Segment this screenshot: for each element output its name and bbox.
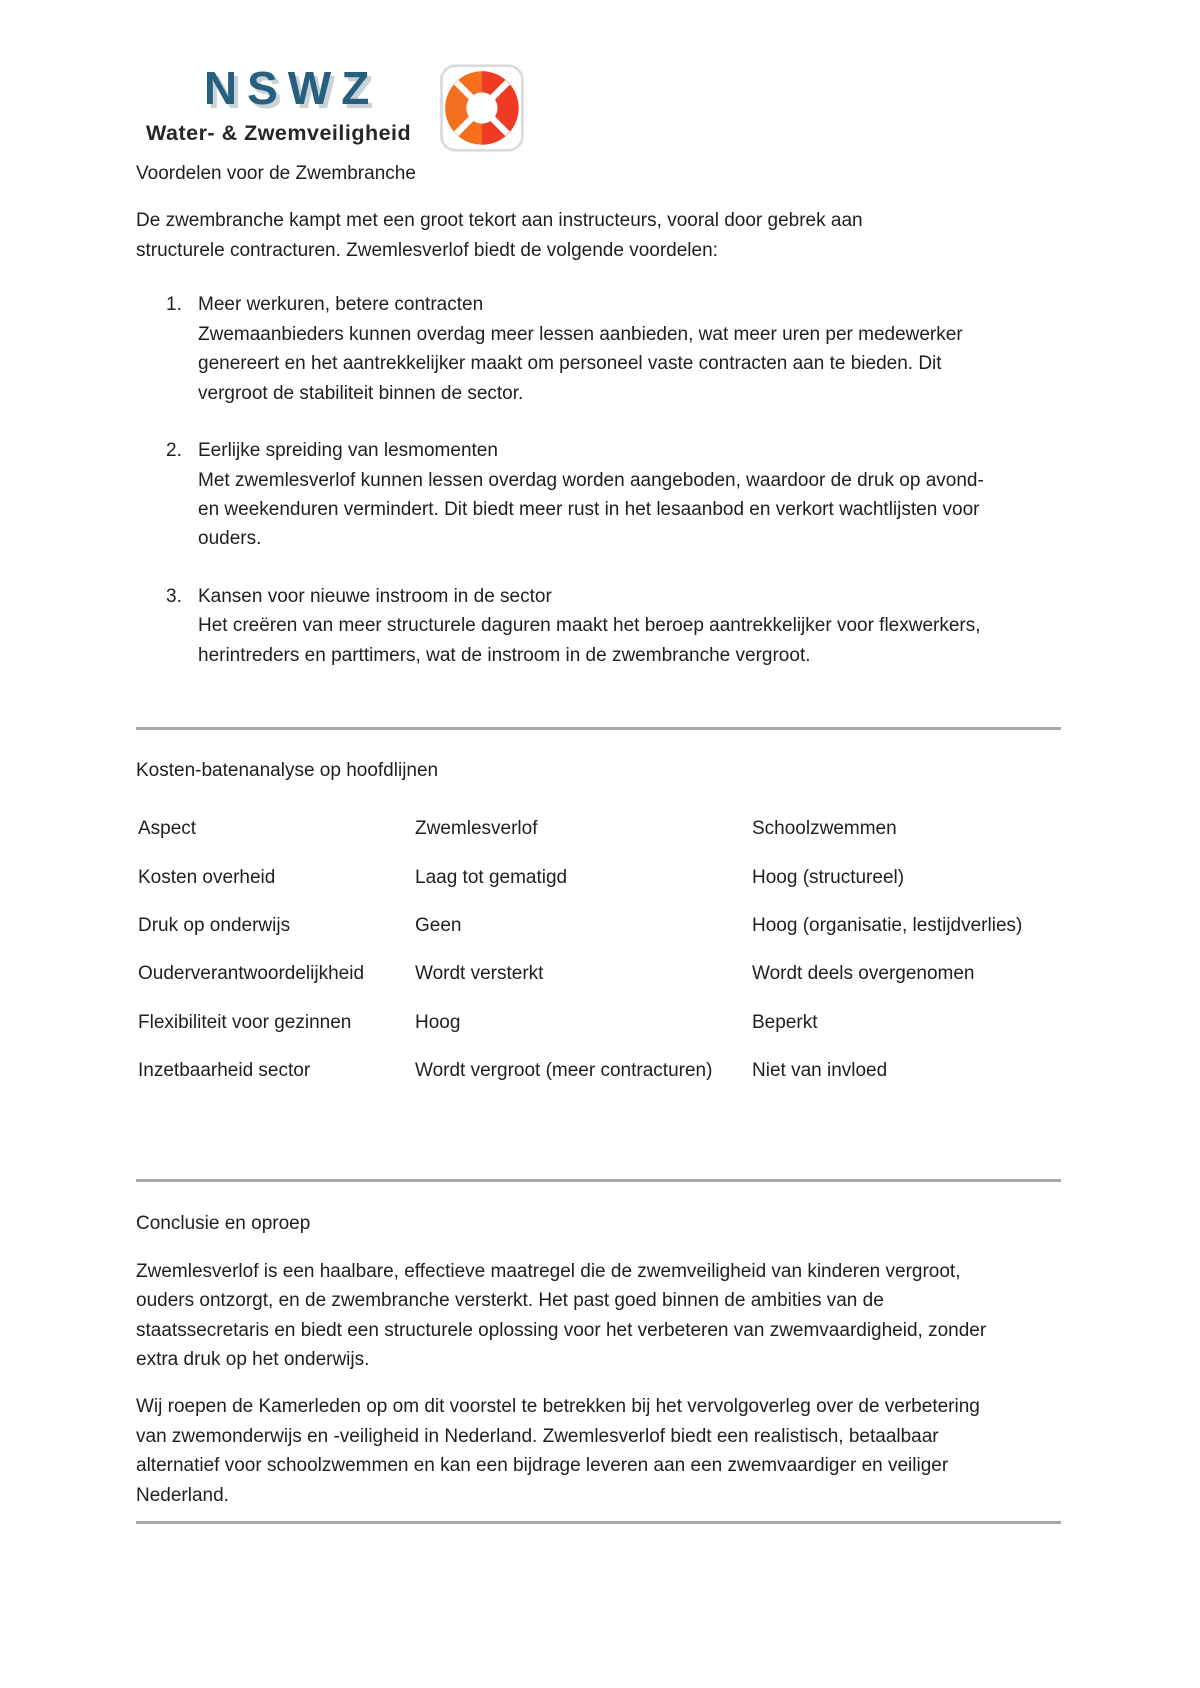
list-item-content bbox=[198, 436, 988, 554]
list-item bbox=[136, 290, 1061, 408]
table-header-row bbox=[136, 805, 1061, 853]
table-cell: Wordt versterkt bbox=[415, 963, 544, 985]
section-divider bbox=[136, 727, 1061, 730]
logo-wordmark bbox=[146, 63, 411, 150]
table-row bbox=[136, 853, 1061, 901]
section-divider bbox=[136, 1179, 1061, 1182]
table-cell: Kosten overheid bbox=[138, 866, 276, 888]
logo-acronym: NSWZ bbox=[203, 62, 380, 114]
intro-paragraph: De zwembranche kampt met een groot tekort aan instructeurs, vooral door gebrek aan structurele contracturen. Zwemlesverlof biedt de volgende voordelen: bbox=[136, 210, 863, 261]
list-item-number: 1. bbox=[166, 294, 182, 316]
table-cell: Laag tot gematigd bbox=[415, 866, 568, 888]
intro-heading: Voordelen voor de Zwembranche bbox=[136, 163, 416, 184]
list-item-content bbox=[198, 582, 988, 670]
table-cell: Hoog (organisatie, lestijdverlies) bbox=[752, 914, 1023, 936]
table-cell: Niet van invloed bbox=[752, 1060, 888, 1082]
section-divider bbox=[136, 1521, 1061, 1524]
table-cell: Ouderverantwoordelijkheid bbox=[138, 963, 365, 985]
table-row bbox=[136, 1047, 1061, 1095]
cost-benefit-table bbox=[136, 805, 1061, 1096]
table-header-schoolzwemmen: Schoolzwemmen bbox=[752, 818, 897, 840]
list-item-number: 2. bbox=[166, 440, 182, 462]
logo bbox=[146, 63, 1061, 153]
table-cell: Druk op onderwijs bbox=[138, 914, 291, 936]
list-item-body: Het creëren van meer structurele daguren maakt het beroep aantrekkelijker voor flexwerkers, herintreders en parttimers, wat de instroom in de zwembranche vergroot. bbox=[198, 615, 981, 666]
table-cell: Wordt deels overgenomen bbox=[752, 963, 975, 985]
conclusion-paragraph: Zwemlesverlof is een haalbare, effectieve maatregel die de zwemveiligheid van kinderen vergroot, ouders ontzorgt, en de zwembranche versterkt. Het past goed binnen de ambities van de staatssecretaris en biedt een structurele oplossing voor het verbeteren van zwemvaardigheid, zonder extra druk op het onderwijs. bbox=[136, 1260, 987, 1370]
document-page bbox=[136, 0, 1061, 1524]
list-item bbox=[136, 436, 1061, 554]
logo-tagline: Water- & Zwemveiligheid bbox=[146, 121, 412, 145]
table-row bbox=[136, 950, 1061, 998]
list-item-title: Kansen voor nieuwe instroom in de sector bbox=[198, 585, 552, 607]
table-cell: Inzetbaarheid sector bbox=[138, 1060, 311, 1082]
table-cell: Hoog bbox=[415, 1011, 461, 1033]
table-cell: Hoog (structureel) bbox=[752, 866, 905, 888]
list-item-number: 3. bbox=[166, 585, 182, 607]
list-item bbox=[136, 582, 1061, 670]
benefit-list bbox=[136, 290, 1061, 670]
table-cell: Flexibiliteit voor gezinnen bbox=[138, 1011, 352, 1033]
list-item-title: Meer werkuren, betere contracten bbox=[198, 294, 484, 316]
conclusion-heading: Conclusie en oproep bbox=[136, 1213, 311, 1235]
lifebuoy-icon bbox=[435, 63, 527, 153]
table-header-aspect: Aspect bbox=[138, 818, 197, 840]
table-row bbox=[136, 998, 1061, 1046]
analysis-heading: Kosten-batenanalyse op hoofdlijnen bbox=[136, 760, 439, 782]
table-cell: Geen bbox=[415, 914, 462, 936]
list-item-content bbox=[198, 290, 988, 408]
table-row bbox=[136, 901, 1061, 949]
list-item-body: Met zwemlesverlof kunnen lessen overdag worden aangeboden, waardoor de druk op avond- en weekenduren vermindert. Dit biedt meer rust in het lesaanbod en verkort wachtlijsten voor ouders. bbox=[198, 469, 984, 550]
list-item-body: Zwemaanbieders kunnen overdag meer lessen aanbieden, wat meer uren per medewerker genereert en het aantrekkelijker maakt om personeel vaste contracten aan te bieden. Dit vergroot de stabiliteit binnen de sector. bbox=[198, 323, 963, 404]
table-cell: Wordt vergroot (meer contracturen) bbox=[415, 1060, 713, 1082]
list-item-title: Eerlijke spreiding van lesmomenten bbox=[198, 440, 498, 462]
table-cell: Beperkt bbox=[752, 1011, 818, 1033]
conclusion-paragraph: Wij roepen de Kamerleden op om dit voorstel te betrekken bij het vervolgoverleg over de verbetering van zwemonderwijs en -veiligheid in Nederland. Zwemlesverlof biedt een realistisch, betaalbaar alternatief voor schoolzwemmen en kan een bijdrage leveren aan een zwemvaardiger en veiliger Nederland. bbox=[136, 1396, 980, 1506]
table-header-zwemlesverlof: Zwemlesverlof bbox=[415, 818, 538, 840]
